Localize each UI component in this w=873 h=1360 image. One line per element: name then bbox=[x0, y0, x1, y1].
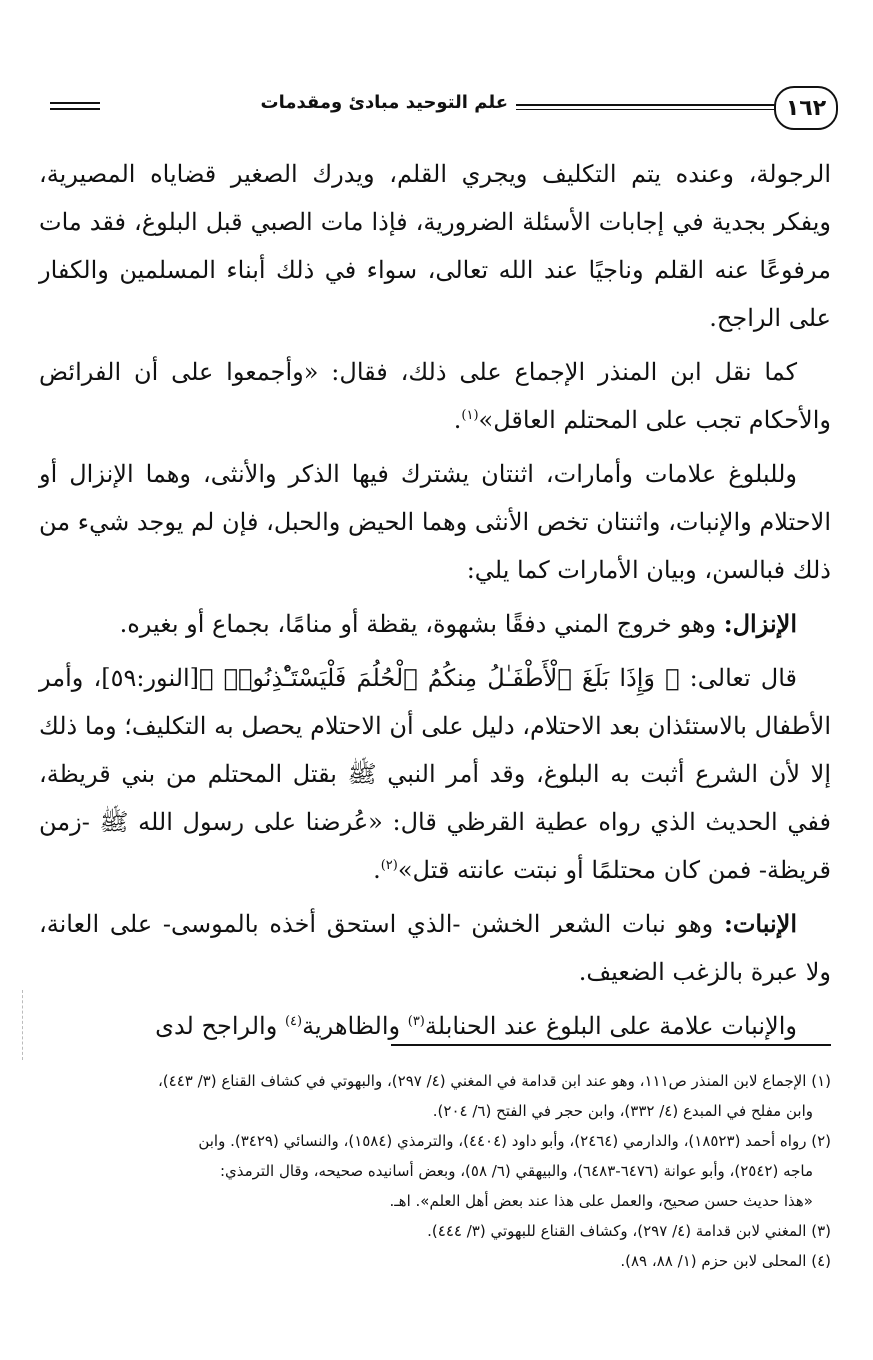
paragraph bbox=[39, 450, 831, 594]
header-rule bbox=[50, 108, 100, 110]
page-header bbox=[50, 86, 838, 130]
main-text bbox=[39, 150, 831, 1050]
paragraph-text: والظاهرية bbox=[302, 1012, 408, 1040]
paragraph bbox=[39, 654, 831, 894]
paragraph-text: وللبلوغ علامات وأمارات، اثنتان يشترك فيها الذكر والأنثى، وهما الإنزال أو الاحتلام والإنبات، واثنتان تخص الأنثى وهما الحيض والحبل، فإن لم يوجد شيء من ذلك فبالسن، وبيان الأمارات كما يلي: bbox=[39, 460, 831, 584]
footnote-ref: (٤) bbox=[284, 1014, 303, 1029]
footnote: (٢) رواه أحمد (١٨٥٢٣)، والدارمي (٢٤٦٤)، وأبو داود (٤٤٠٤)، والترمذي (١٥٨٤)، والنسائي (٣٤٢٩). وابن bbox=[198, 1132, 831, 1150]
footnote-ref: (٢) bbox=[380, 858, 398, 873]
paragraph-end: . bbox=[453, 406, 462, 434]
header-rule bbox=[516, 109, 776, 110]
paragraph bbox=[39, 600, 831, 648]
paragraph-text: قال تعالى: ﴿ وَإِذَا بَلَغَ ٱلْأَطْفَـٰلُ مِنكُمُ ٱلْحُلُمَ فَلْيَسْتَـْٔذِنُوا۟ ﴾[النور:٥٩]، وأمر الأطفال بالاستئذان بعد الاحتلام، دليل على أن الاحتلام يحصل به التكليف؛ وما ذلك إلا لأن الشرع أثبت به البلوغ، وقد أمر النبي ﷺ بقتل المحتلم من بني قريظة، ففي الحديث الذي رواه عطية القرظي قال: «عُرضنا على رسول الله ﷺ -زمن قريظة- فمن كان محتلمًا أو نبتت عانته قتل» bbox=[39, 664, 831, 884]
footnote: «هذا حديث حسن صحيح، والعمل على هذا عند بعض أهل العلم». اهـ. bbox=[389, 1192, 813, 1210]
footnote-ref: (٣) bbox=[407, 1014, 425, 1029]
paragraph bbox=[39, 900, 831, 996]
paragraph-text: وهو نبات الشعر الخشن -الذي استحق أخذه بالموسى- على العانة، ولا عبرة بالزغب الضعيف. bbox=[39, 910, 831, 986]
paragraph-text: والإنبات علامة على البلوغ عند الحنابلة bbox=[424, 1012, 797, 1040]
header-rule bbox=[50, 102, 100, 104]
margin-mark bbox=[22, 990, 33, 1060]
header-rule bbox=[516, 104, 776, 106]
paragraph-end: . bbox=[373, 856, 381, 884]
book-title: علم التوحيد مبادئ ومقدمات bbox=[260, 92, 508, 113]
term-label: الإنزال: bbox=[723, 609, 797, 638]
footnotes bbox=[39, 1066, 831, 1276]
page-number: ١٦٢ bbox=[774, 86, 838, 130]
paragraph-text: وهو خروج المني دفقًا بشهوة، يقظة أو منامًا، بجماع أو بغيره. bbox=[119, 610, 724, 638]
paragraph bbox=[39, 1002, 831, 1050]
footnote-separator bbox=[391, 1044, 831, 1046]
footnote-ref: (١) bbox=[461, 408, 479, 423]
paragraph-text: والراجح لدى bbox=[155, 1012, 285, 1040]
paragraph-text: الرجولة، وعنده يتم التكليف ويجري القلم، ويدرك الصغير قضاياه المصيرية، ويفكر بجدية في إجابات الأسئلة الضرورية، فإذا مات الصبي قبل البلوغ، فقد مات مرفوعًا عنه القلم وناجيًا عند الله تعالى، سواء في ذلك أبناء المسلمين والكفار على الراجح. bbox=[39, 160, 831, 332]
footnote: (١) الإجماع لابن المنذر ص١١١، وهو عند ابن قدامة في المغني (٤/ ٢٩٧)، والبهوتي في كشاف القناع (٣/ ٤٤٣)، bbox=[157, 1072, 831, 1090]
footnote: ماجه (٢٥٤٢)، وأبو عوانة (٦٤٧٦-٦٤٨٣)، والبيهقي (٦/ ٥٨)، وبعض أسانيده صحيحه، وقال الترمذي: bbox=[219, 1162, 813, 1180]
footnote: وابن مفلح في المبدع (٤/ ٣٣٢)، وابن حجر في الفتح (٦/ ٢٠٤). bbox=[432, 1102, 813, 1120]
paragraph bbox=[39, 348, 831, 444]
footnote: (٣) المغني لابن قدامة (٤/ ٢٩٧)، وكشاف القناع للبهوتي (٣/ ٤٤٤). bbox=[427, 1222, 831, 1240]
footnote: (٤) المحلى لابن حزم (١/ ٨٨، ٨٩). bbox=[620, 1252, 831, 1270]
term-label: الإنبات: bbox=[723, 909, 797, 938]
paragraph bbox=[39, 150, 831, 342]
paragraph-text: كما نقل ابن المنذر الإجماع على ذلك، فقال: «وأجمعوا على أن الفرائض والأحكام تجب على المحتلم العاقل» bbox=[39, 358, 831, 434]
